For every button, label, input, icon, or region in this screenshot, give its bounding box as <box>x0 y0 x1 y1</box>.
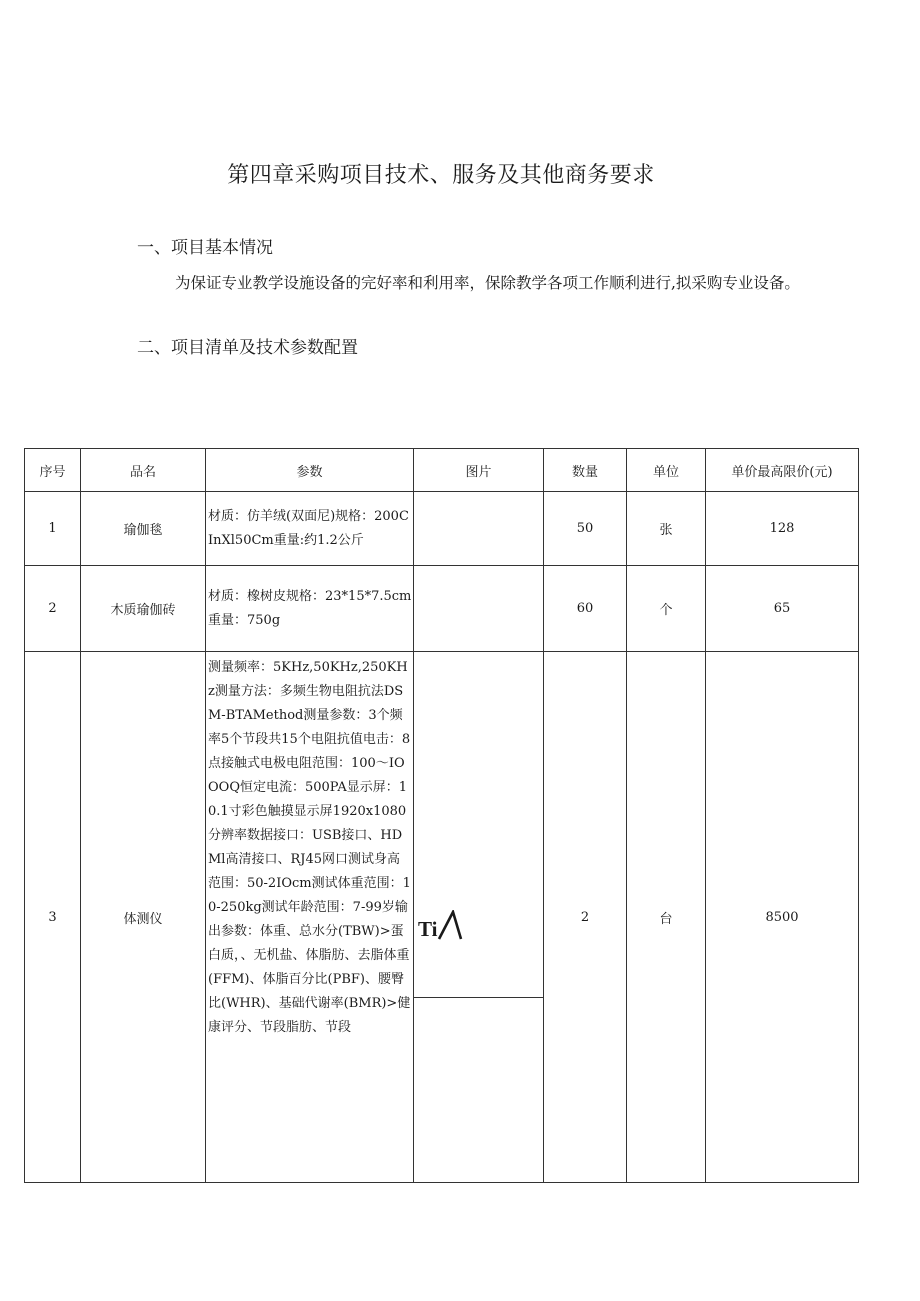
header-no: 序号 <box>25 449 81 492</box>
header-unit: 单位 <box>627 449 706 492</box>
table-row <box>25 492 859 566</box>
cell-name: 木质瑜伽砖 <box>81 566 206 652</box>
table-row <box>25 652 859 1183</box>
section-paragraph: 为保证专业教学设施设备的完好率和利用率，保除教学各项工作顺利进行,拟采购专业设备。 <box>175 274 800 292</box>
cell-name: 瑜伽毯 <box>81 492 206 566</box>
cell-price: 65 <box>706 566 859 652</box>
section-heading-item-list: 二、项目清单及技术参数配置 <box>137 338 358 358</box>
cell-unit: 个 <box>627 566 706 652</box>
cell-params: 测量频率：5KHz,50KHz,250KHz测量方法：多频生物电阻抗法DSM-BTAMethod测量参数：3个频率5个节段共15个电阻抗值电击：8点接触式电极电阻范围：100～IOOOQ恒定电流：500PA显示屏：10.1寸彩色触摸显示屏1920x1080分辨率数据接口：USB接口、HDMl高清接口、RJ45网口测试身高范围：50-2IOcm测试体重范围：10-250kg测试年龄范围：7-99岁输出参数：体重、总水分(TBW)>蛋白质，、无机盐、体脂肪、去脂体重(FFM)、体脂百分比(PBF)、腰臀比(WHR)、基础代谢率(BMR)>健康评分、节段脂肪、节段 <box>206 652 414 1183</box>
header-image: 图片 <box>414 449 544 492</box>
page-title: 第四章采购项目技术、服务及其他商务要求 <box>227 163 655 188</box>
cell-no: 1 <box>25 492 81 566</box>
cell-image <box>414 492 544 566</box>
table-row <box>25 566 859 652</box>
cell-unit: 台 <box>627 652 706 1183</box>
cell-qty: 2 <box>544 652 627 1183</box>
image-placeholder-glyph: Ti <box>418 910 463 942</box>
cell-no: 3 <box>25 652 81 1183</box>
item-table <box>24 448 859 1183</box>
header-params: 参数 <box>206 449 414 492</box>
cell-qty: 50 <box>544 492 627 566</box>
cell-qty: 60 <box>544 566 627 652</box>
cell-name: 体测仪 <box>81 652 206 1183</box>
header-name: 品名 <box>81 449 206 492</box>
cell-image <box>414 652 544 1183</box>
cell-price: 128 <box>706 492 859 566</box>
header-price: 单价最高限价(元) <box>706 449 859 492</box>
lambda-mark-icon <box>437 910 463 940</box>
cell-price: 8500 <box>706 652 859 1183</box>
table-header-row <box>25 449 859 492</box>
cell-params: 材质：橡树皮规格：23*15*7.5cm重量：750g <box>206 566 414 652</box>
cell-unit: 张 <box>627 492 706 566</box>
cell-image <box>414 566 544 652</box>
section-heading-basic-info: 一、项目基本情况 <box>137 238 273 258</box>
cell-no: 2 <box>25 566 81 652</box>
cell-params: 材质：仿羊绒(双面尼)规格：200CInXl50Cm重量:约1.2公斤 <box>206 492 414 566</box>
header-qty: 数量 <box>544 449 627 492</box>
